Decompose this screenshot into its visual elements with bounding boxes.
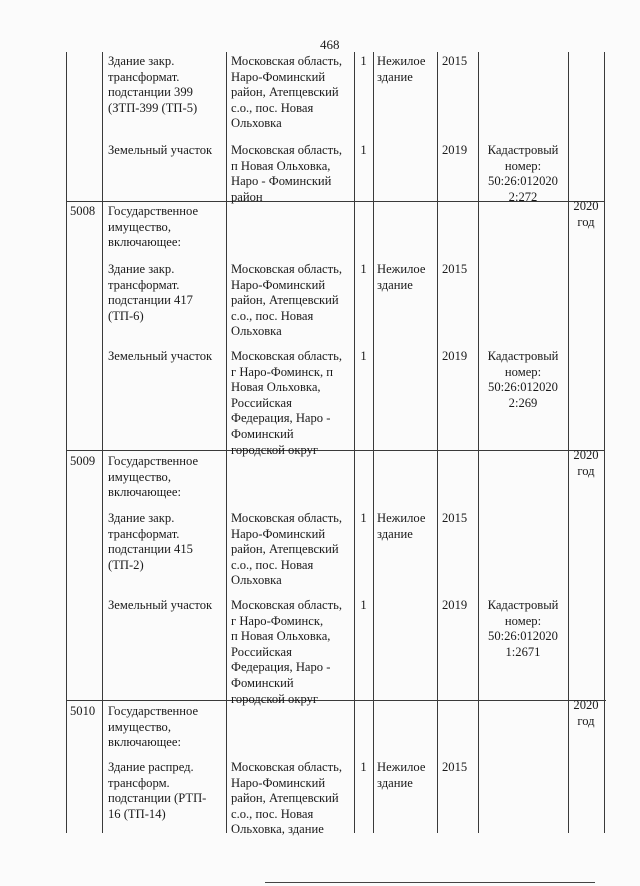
item-year: 2019: [442, 598, 468, 612]
vline: [102, 52, 103, 833]
vline: [354, 52, 355, 833]
item-qty: 1: [360, 349, 367, 363]
term: 2020 год: [573, 448, 599, 478]
cadastral-number: Кадастровый номер: 50:26:012020 2:269: [487, 349, 559, 410]
item-name: Здание распред. трансформ. подстанции (РТП- 16 (ТП-14): [108, 760, 207, 821]
cadastral-number: Кадастровый номер: 50:26:012020 1:2671: [487, 598, 559, 659]
item-purpose: Нежилое здание: [377, 262, 426, 292]
item-year: 2019: [442, 143, 468, 157]
item-address: Московская область, Наро-Фоминский район, Атепцевский с.о., пос. Новая Ольховка, здание: [231, 760, 343, 837]
row-number: 5009: [70, 454, 96, 468]
item-name: Земельный участок: [108, 598, 213, 612]
term: 2020 год: [573, 698, 599, 728]
item-qty: 1: [360, 598, 367, 612]
item-purpose: Нежилое здание: [377, 511, 426, 541]
vline: [373, 52, 374, 833]
item-qty: 1: [360, 511, 367, 525]
item-year: 2015: [442, 760, 468, 774]
cadastral-number: Кадастровый номер: 50:26:012020 2:272: [487, 143, 559, 204]
vline: [226, 52, 227, 833]
row-number: 5008: [70, 204, 96, 218]
item-name: Здание закр. трансформат. подстанции 399 (ЗТП-399 (ТП-5): [108, 54, 198, 115]
item-qty: 1: [360, 760, 367, 774]
page-number: 468: [320, 37, 340, 52]
scan-edge-line: [265, 882, 595, 883]
item-qty: 1: [360, 262, 367, 276]
item-qty: 1: [360, 54, 367, 68]
item-address: Московская область, Наро-Фоминский район, Атепцевский с.о., пос. Новая Ольховка: [231, 54, 343, 131]
item-year: 2015: [442, 54, 468, 68]
item-name: Земельный участок: [108, 143, 213, 157]
block-header: Государственное имущество, включающее:: [108, 204, 199, 250]
item-name: Здание закр. трансформат. подстанции 417 (ТП-6): [108, 262, 193, 323]
item-year: 2015: [442, 511, 468, 525]
row-number: 5010: [70, 704, 96, 718]
item-address: Московская область, г Наро-Фоминск, п Новая Ольховка, Российская Федерация, Наро - Фоминский городской округ: [231, 598, 343, 706]
item-name: Земельный участок: [108, 349, 213, 363]
vline: [437, 52, 438, 833]
block-header: Государственное имущество, включающее:: [108, 454, 199, 500]
item-purpose: Нежилое здание: [377, 760, 426, 790]
term: 2020 год: [573, 199, 599, 229]
vline: [604, 52, 605, 833]
item-address: Московская область, п Новая Ольховка, Наро - Фоминский район: [231, 143, 343, 204]
item-address: Московская область, Наро-Фоминский район, Атепцевский с.о., пос. Новая Ольховка: [231, 511, 343, 588]
item-year: 2015: [442, 262, 468, 276]
item-year: 2019: [442, 349, 468, 363]
item-qty: 1: [360, 143, 367, 157]
item-address: Московская область, г Наро-Фоминск, п Новая Ольховка, Российская Федерация, Наро - Фоминский городской округ: [231, 349, 343, 457]
item-purpose: Нежилое здание: [377, 54, 426, 84]
vline: [66, 52, 67, 833]
item-address: Московская область, Наро-Фоминский район, Атепцевский с.о., пос. Новая Ольховка: [231, 262, 343, 339]
block-header: Государственное имущество, включающее:: [108, 704, 199, 750]
item-name: Здание закр. трансформат. подстанции 415 (ТП-2): [108, 511, 193, 572]
